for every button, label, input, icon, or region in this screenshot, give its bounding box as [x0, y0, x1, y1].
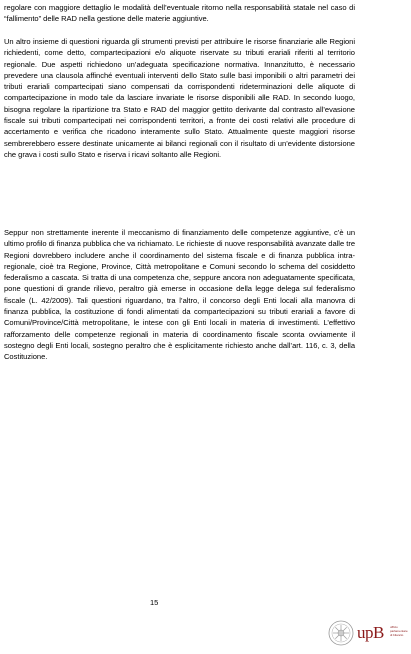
paragraph-1: regolare con maggiore dettaglio le modalità dell’eventuale ritorno nella responsabilità statale nel caso di “fallimento” delle RAD nella gestione delle materie aggiuntive. [4, 3, 355, 24]
logo-subtitle: ufficio parlamentare di bilancio [390, 625, 408, 637]
paragraph-3: Seppur non strettamente inerente il meccanismo di finanziamento delle competenze aggiuntive, c’è un ultimo profilo di finanza pubblica che va richiamato. Le richieste di nuove responsabilità avanzate dalle tre Regioni dovrebbero includere anche il coordinamento del sistema fiscale e di finanza pubblica intra-regionale, cioè tra Regione, Province, Città metropolitane e Comuni secondo lo schema del cosiddetto federalismo a cascata. Si tratta di una competenza che, seppure ancora non adeguatamente specificata, pone questioni di grande rilievo, peraltro già emerse in occasione della legge delega sul federalismo fiscale (L. 42/2009). Tali questioni riguardano, tra l’altro, il concorso degli Enti locali alla manovra di finanza pubblica, la costituzione di fondi alimentati da compartecipazioni su tributi erariali a favore di Comuni/Province/Città metropolitane, le intese con gli Enti locali in materia di investimenti. L’effettivo rafforzamento delle competenze regionali in materia di coordinamento fiscale sconta ovviamente il sostegno degli Enti locali, sostegno peraltro che è esplicitamente richiesto anche dall’art. 116, c. 3, della Costituzione. [4, 228, 355, 362]
page-number: 15 [150, 598, 159, 607]
upb-logo [328, 620, 410, 648]
logo-name: upB [357, 623, 384, 642]
seal-icon [328, 620, 354, 646]
paragraph-2: Un altro insieme di questioni riguarda gli strumenti previsti per attribuire le risorse finanziarie alle Regioni richiedenti, come detto, compartecipazioni e/o aliquote riservate su tributi erariali riferiti al territorio regionale. Due aspetti richiedono un’adeguata specificazione normativa. Innanzitutto, è necessario prevedere una clausola affinché eventuali interventi dello Stato sulle basi imponibili o altri parametri dei tributi erariali compartecipati siano compensati da corrispondenti rideterminazioni delle aliquote di compartecipazione in modo tale da lasciare invariate le risorse disponibili alle RAD. In secondo luogo, bisogna regolare la ripartizione tra Stato e RAD del maggior gettito derivante dal contrasto all’evasione fiscale sui tributi compartecipati nei corrispondenti territori, a fronte dei costi relativi alle procedure di accertamento e verifica che ricadono interamente sullo Stato. Attualmente queste maggiori risorse sembrerebbero essere destinate unicamente ai bilanci regionali con il risultato di un’evidente distorsione che grava i costi sullo Stato e riserva i ricavi soltanto alle Regioni. [4, 37, 355, 159]
